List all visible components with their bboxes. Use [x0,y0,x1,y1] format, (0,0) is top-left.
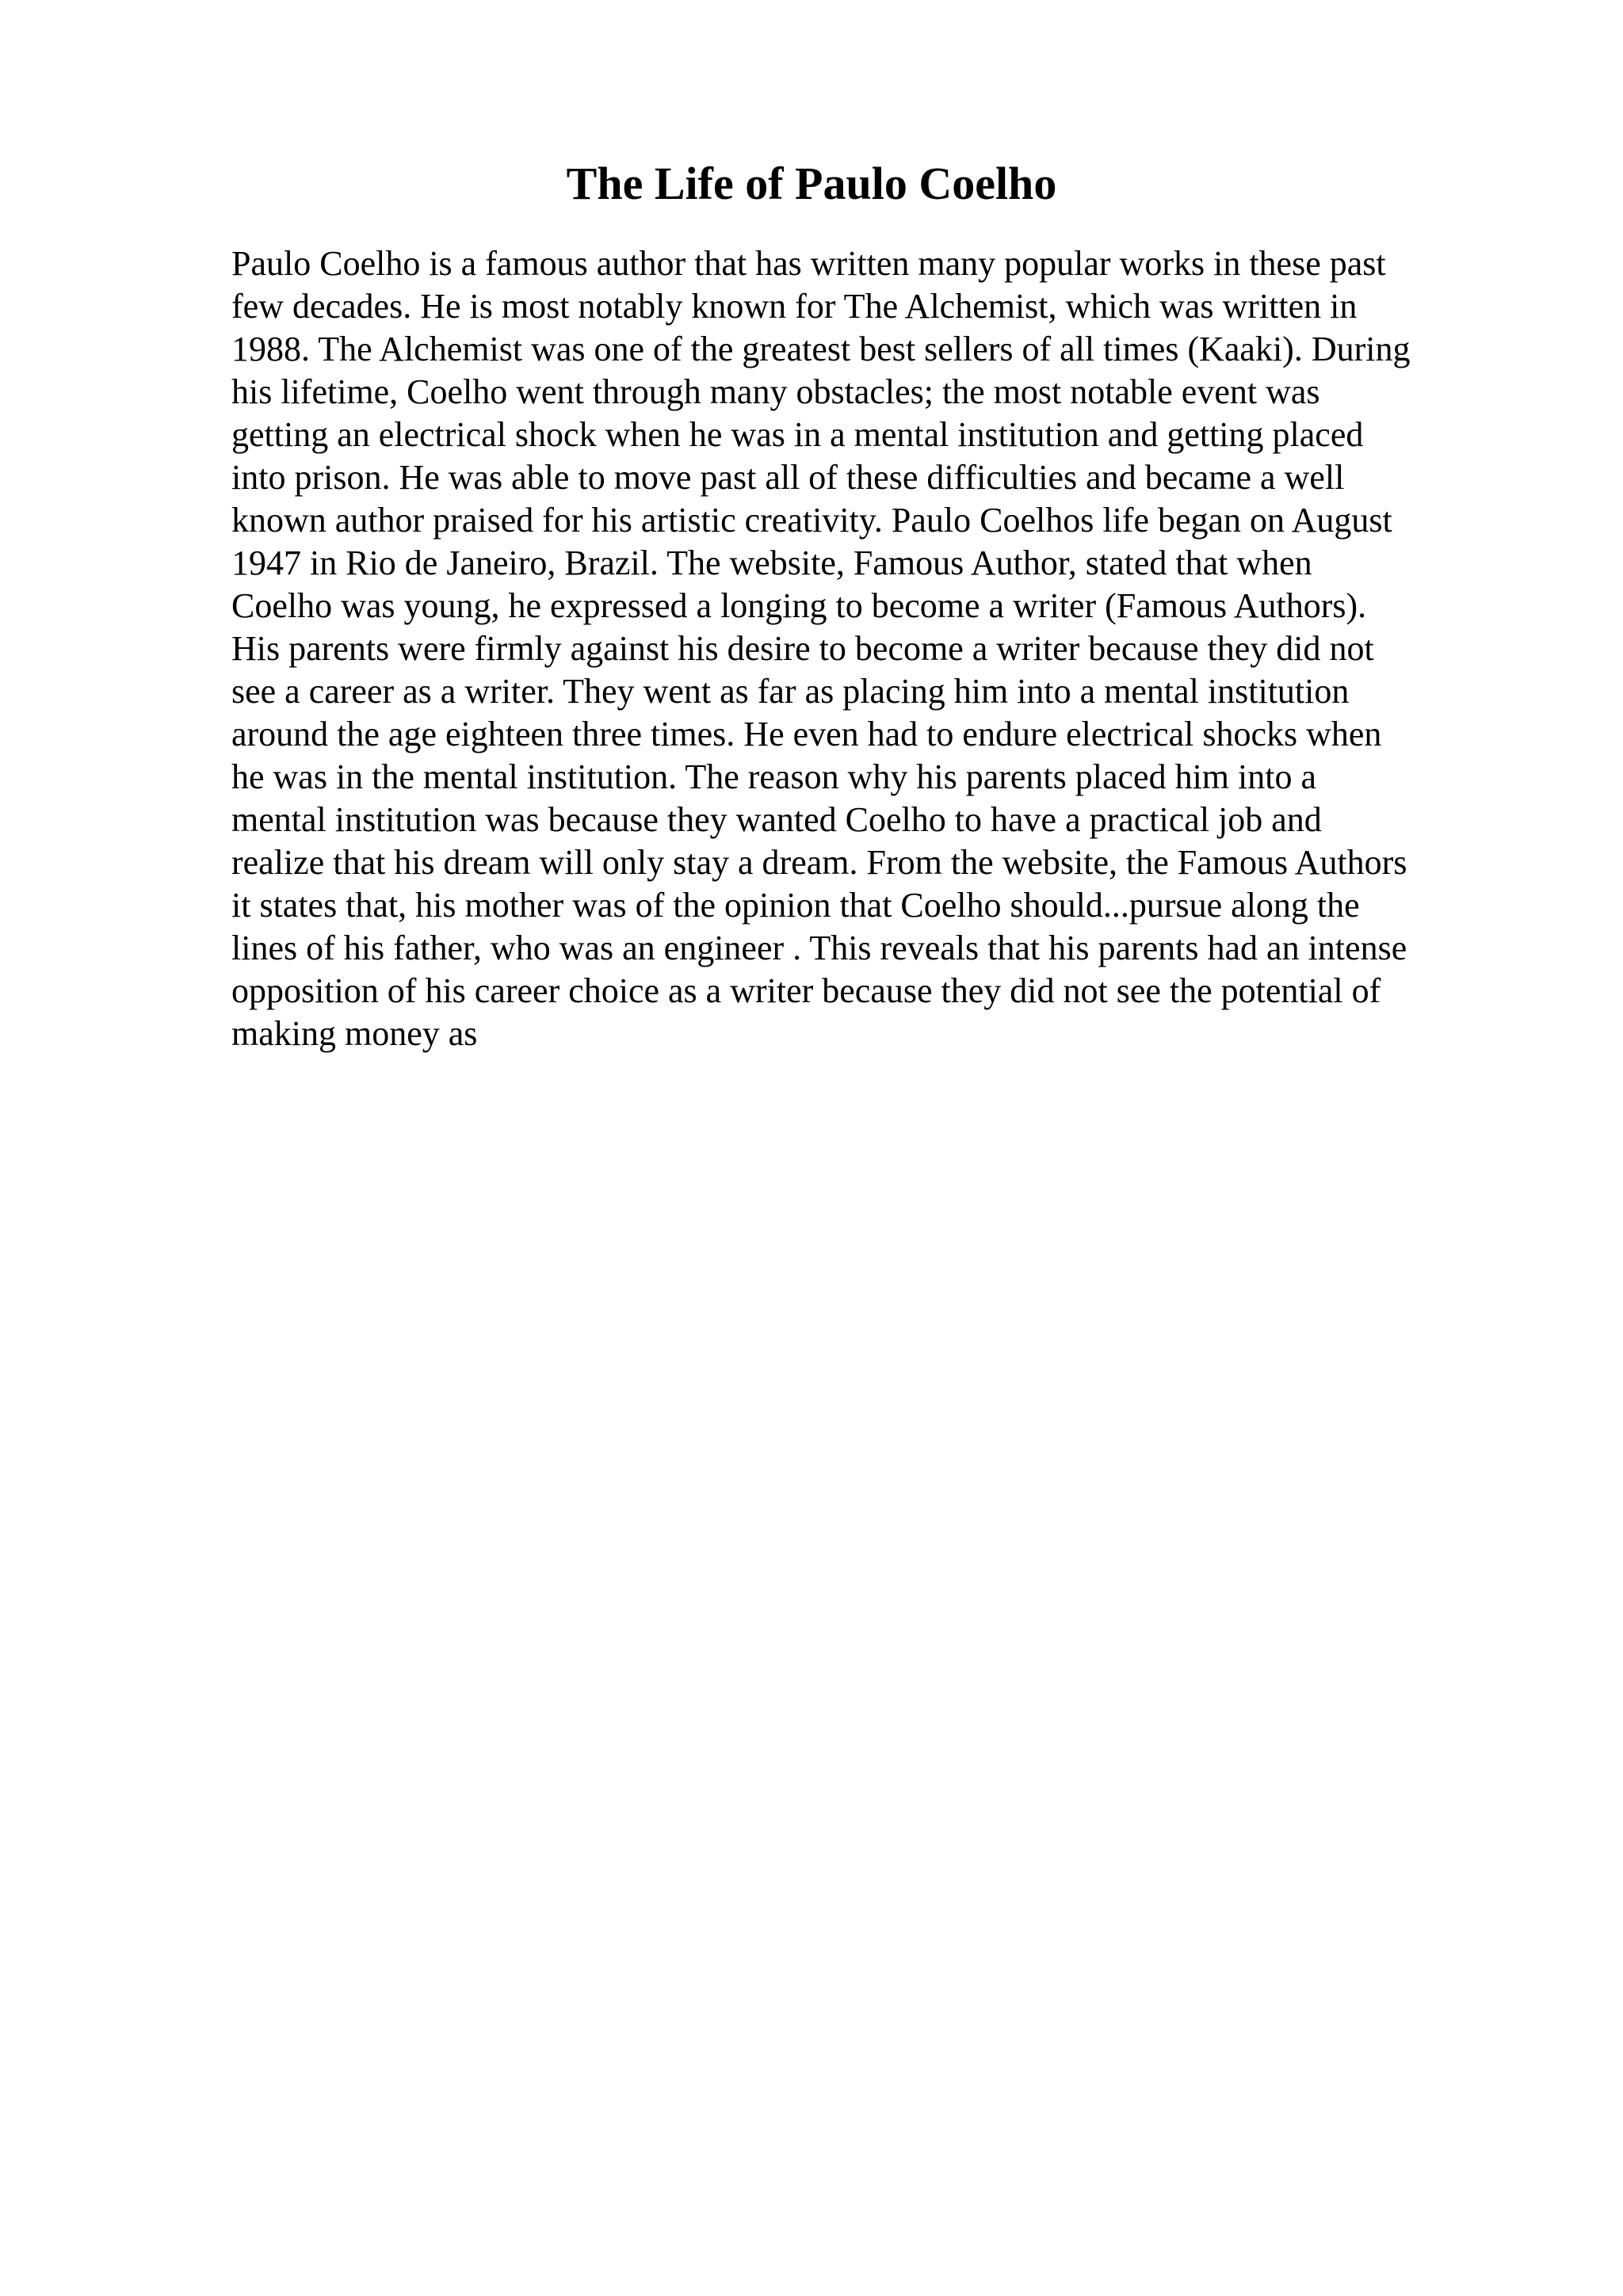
body-paragraph [231,242,1499,1055]
text-line: he was in the mental institution. The reason why his parents placed him into a [231,757,1317,796]
text-line: 1947 in Rio de Janeiro, Brazil. The website, Famous Author, stated that when [231,543,1312,582]
text-line: making money as [231,1014,478,1053]
text-line: it states that, his mother was of the opinion that Coelho should...pursue along the [231,886,1360,925]
text-line: known author praised for his artistic creativity. Paulo Coelhos life began on August [231,501,1392,540]
text-line: lines of his father, who was an engineer . This reveals that his parents had an intense [231,929,1407,967]
text-line: His parents were firmly against his desire to become a writer because they did not [231,629,1374,668]
text-line: few decades. He is most notably known for The Alchemist, which was written in [231,287,1358,326]
text-line: realize that his dream will only stay a dream. From the website, the Famous Authors [231,843,1407,882]
text-line: his lifetime, Coelho went through many obstacles; the most notable event was [231,372,1320,411]
text-line: getting an electrical shock when he was in a mental institution and getting placed [231,415,1364,454]
document-title: The Life of Paulo Coelho [566,158,1057,209]
text-line: see a career as a writer. They went as far as placing him into a mental institution [231,672,1350,711]
text-line: around the age eighteen three times. He even had to endure electrical shocks when [231,715,1382,753]
text-line: Coelho was young, he expressed a longing to become a writer (Famous Authors). [231,586,1367,625]
text-line: 1988. The Alchemist was one of the greatest best sellers of all times (Kaaki). During [231,330,1411,368]
text-line: into prison. He was able to move past all of these difficulties and became a well [231,458,1345,497]
text-line: mental institution was because they wanted Coelho to have a practical job and [231,800,1322,839]
text-line: opposition of his career choice as a writer because they did not see the potential of [231,971,1381,1010]
text-line: Paulo Coelho is a famous author that has written many popular works in these past [231,244,1386,283]
